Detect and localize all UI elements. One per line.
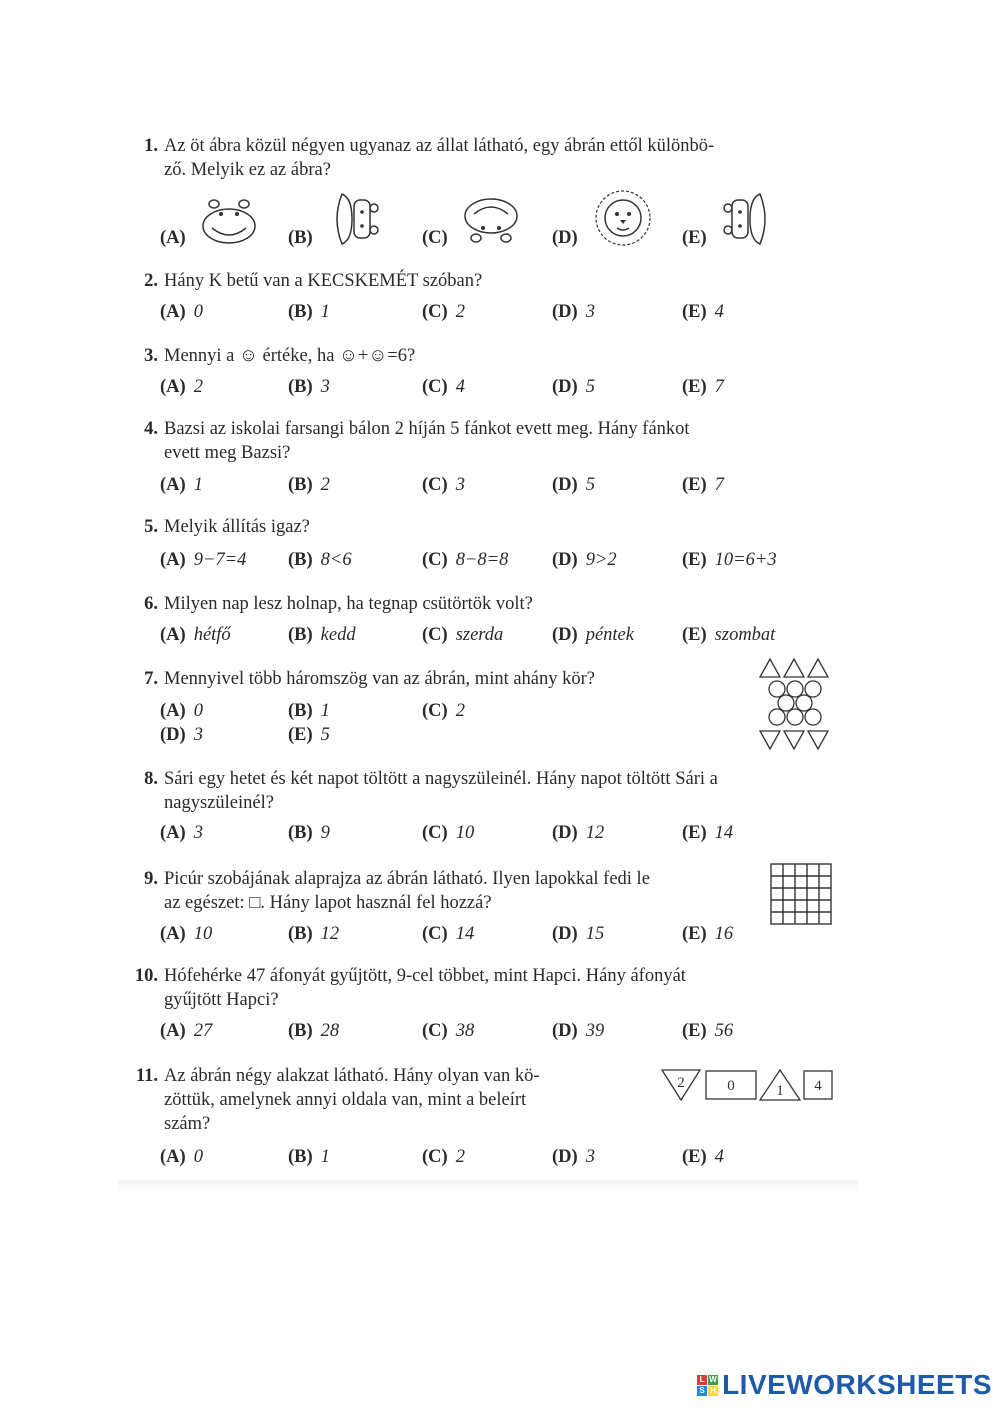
option-e[interactable]: (E) 16 xyxy=(682,924,734,944)
question-7-options-row-2 xyxy=(160,725,840,749)
option-a[interactable]: (A) 10 xyxy=(160,924,213,944)
question-9-text-line-2: az egészet: □. Hány lapot használ fel hozzá? xyxy=(164,893,492,913)
option-b[interactable]: (B) 3 xyxy=(288,377,330,397)
question-4: 4. Bazsi az iskolai farsangi bálon 2 híján 5 fánkot evett meg. Hány fánkot evett meg Bazsi? xyxy=(144,419,690,463)
option-c[interactable]: (C) 8−8=8 xyxy=(422,550,509,570)
option-d[interactable]: (D) péntek xyxy=(552,625,634,645)
option-c[interactable]: (C) szerda xyxy=(422,625,504,645)
option-c[interactable]: (C) 38 xyxy=(422,1021,475,1041)
option-e[interactable]: (E) 7 xyxy=(682,377,724,397)
option-e[interactable]: (E) 7 xyxy=(682,475,724,495)
option-d[interactable]: (D) 5 xyxy=(552,377,595,397)
option-d[interactable]: (D) 3 xyxy=(160,725,203,745)
liveworksheets-logo-icon: L W S H xyxy=(697,1375,718,1396)
option-c[interactable]: (C) 2 xyxy=(422,302,465,322)
option-e[interactable]: (E) 14 xyxy=(682,823,734,843)
question-10-options xyxy=(160,1021,840,1045)
question-3-text: Mennyi a ☺ értéke, ha ☺+☺=6? xyxy=(164,346,416,366)
shape-number-4: 4 xyxy=(814,1078,822,1094)
question-7: 7. Mennyivel több háromszög van az ábrán, mint ahány kör? xyxy=(144,669,596,689)
question-5-options xyxy=(160,550,840,574)
question-8-options xyxy=(160,823,840,847)
option-e[interactable]: (E) szombat xyxy=(682,625,776,645)
question-9: 9. Picúr szobájának alaprajza az ábrán látható. Ilyen lapokkal fedi le az egészet: □. Hány lapot használ fel hozzá? xyxy=(144,869,650,913)
question-2-text: Hány K betű van a KECSKEMÉT szóban? xyxy=(164,271,483,291)
question-2: 2. Hány K betű van a KECSKEMÉT szóban? xyxy=(144,271,483,291)
shape-number-1: 2 xyxy=(677,1075,685,1091)
lion-face-icon xyxy=(593,188,653,248)
hippo-face-left-icon xyxy=(722,190,774,248)
hippo-face-right-icon xyxy=(330,190,380,248)
question-10: 10. Hófehérke 47 áfonyát gyűjtött, 9-cel többet, mint Hapci. Hány áfonyát gyűjtött Hapci? xyxy=(134,966,686,1010)
option-a[interactable]: (A) 9−7=4 xyxy=(160,550,247,570)
question-11-options xyxy=(160,1147,840,1171)
shape-number-2: 0 xyxy=(727,1078,735,1094)
option-c[interactable]: (C) 2 xyxy=(422,701,465,721)
option-d[interactable]: (D) 12 xyxy=(552,823,605,843)
option-b[interactable]: (B) 1 xyxy=(288,1147,330,1167)
option-a[interactable]: (A) 27 xyxy=(160,1021,213,1041)
option-d[interactable]: (D) 15 xyxy=(552,924,605,944)
hippo-face-upside-down-icon xyxy=(460,196,522,246)
option-d[interactable]: (D) 3 xyxy=(552,1147,595,1167)
option-b[interactable]: (B) 12 xyxy=(288,924,340,944)
shape-number-3: 1 xyxy=(776,1083,784,1099)
question-7-text: Mennyivel több háromszög van az ábrán, mint ahány kör? xyxy=(164,669,596,689)
question-11-text-line-3: szám? xyxy=(164,1114,211,1134)
question-3: 3. Mennyi a ☺ értéke, ha ☺+☺=6? xyxy=(144,346,416,366)
option-c[interactable]: (C) 10 xyxy=(422,823,475,843)
question-5-text: Melyik állítás igaz? xyxy=(164,517,310,537)
hippo-face-front-icon xyxy=(198,196,260,246)
option-e[interactable]: (E) 4 xyxy=(682,302,724,322)
option-a[interactable]: (A) 2 xyxy=(160,377,203,397)
question-10-text-line-2: gyűjtött Hapci? xyxy=(164,990,279,1010)
question-9-text-line-1: Picúr szobájának alaprajza az ábrán látható. Ilyen lapokkal fedi le xyxy=(164,869,650,889)
option-a[interactable]: (A) 0 xyxy=(160,1147,203,1167)
option-b[interactable]: (B) 1 xyxy=(288,302,330,322)
question-1-text-line-2: ző. Melyik ez az ábra? xyxy=(164,160,331,180)
question-8: 8. Sári egy hetet és két napot töltött a nagyszüleinél. Hány napot töltött Sári a nagyszüleinél? xyxy=(144,769,718,813)
option-b[interactable]: (B) 2 xyxy=(288,475,330,495)
question-1-text-line-1: Az öt ábra közül négyen ugyanaz az állat látható, egy ábrán ettől különbö- xyxy=(164,136,715,156)
option-a[interactable]: (A) 0 xyxy=(160,701,203,721)
option-b[interactable]: (B) kedd xyxy=(288,625,356,645)
question-11-text-line-1: Az ábrán négy alakzat látható. Hány olyan van kö- xyxy=(164,1066,540,1086)
option-c[interactable]: (C) 2 xyxy=(422,1147,465,1167)
question-8-text-line-1: Sári egy hetet és két napot töltött a nagyszüleinél. Hány napot töltött Sári a xyxy=(164,769,718,789)
question-1: 1. Az öt ábra közül négyen ugyanaz az állat látható, egy ábrán ettől különbö- ző. Melyik ez az ábra? xyxy=(144,136,715,180)
option-d[interactable]: (D) 39 xyxy=(552,1021,605,1041)
option-e[interactable]: (E) 56 xyxy=(682,1021,734,1041)
option-d[interactable]: (D) 3 xyxy=(552,302,595,322)
question-4-options xyxy=(160,475,840,499)
question-8-text-line-2: nagyszüleinél? xyxy=(164,793,274,813)
option-a[interactable]: (A) 0 xyxy=(160,302,203,322)
question-4-text-line-2: evett meg Bazsi? xyxy=(164,443,291,463)
shapes-with-numbers-figure xyxy=(660,1066,836,1104)
option-a[interactable]: (A) 1 xyxy=(160,475,203,495)
question-3-options xyxy=(160,377,840,401)
question-5: 5. Melyik állítás igaz? xyxy=(144,517,310,537)
option-c[interactable]: (C) xyxy=(422,228,448,248)
room-floor-plan-grid xyxy=(770,863,832,925)
question-11-text-line-2: zöttük, amelynek annyi oldala van, mint a beleírt xyxy=(164,1090,527,1110)
option-b[interactable]: (B) 8<6 xyxy=(288,550,352,570)
question-6: 6. Milyen nap lesz holnap, ha tegnap csütörtök volt? xyxy=(144,594,533,614)
option-a[interactable]: (A) xyxy=(160,228,186,248)
question-10-text-line-1: Hófehérke 47 áfonyát gyűjtött, 9-cel többet, mint Hapci. Hány áfonyát xyxy=(164,966,686,986)
watermark-text: LIVEWORKSHEETS xyxy=(722,1369,992,1400)
question-9-options xyxy=(160,924,840,948)
option-a[interactable]: (A) 3 xyxy=(160,823,203,843)
option-b[interactable]: (B) 9 xyxy=(288,823,330,843)
option-e[interactable]: (E) 10=6+3 xyxy=(682,550,777,570)
question-2-options xyxy=(160,302,840,326)
scan-shadow xyxy=(118,1180,858,1194)
option-b[interactable]: (B) 1 xyxy=(288,701,330,721)
option-e[interactable]: (E) 4 xyxy=(682,1147,724,1167)
option-e[interactable]: (E) xyxy=(682,228,707,248)
question-6-options xyxy=(160,625,840,649)
question-4-text-line-1: Bazsi az iskolai farsangi bálon 2 híján 5 fánkot evett meg. Hány fánkot xyxy=(164,419,690,439)
option-b[interactable]: (B) xyxy=(288,228,313,248)
question-11: 11. Az ábrán négy alakzat látható. Hány olyan van kö- zöttük, amelynek annyi oldala van, mint a beleírt szám? xyxy=(135,1066,540,1134)
option-c[interactable]: (C) 4 xyxy=(422,377,465,397)
question-7-options-row-1 xyxy=(160,701,840,725)
liveworksheets-watermark xyxy=(697,1369,992,1401)
triangles-circles-figure xyxy=(758,657,832,753)
question-6-text: Milyen nap lesz holnap, ha tegnap csütörtök volt? xyxy=(164,594,533,614)
option-d[interactable]: (D) 5 xyxy=(552,475,595,495)
option-a[interactable]: (A) hétfő xyxy=(160,625,231,645)
option-d[interactable]: (D) xyxy=(552,228,578,248)
option-d[interactable]: (D) 9>2 xyxy=(552,550,617,570)
option-c[interactable]: (C) 14 xyxy=(422,924,475,944)
option-e[interactable]: (E) 5 xyxy=(288,725,330,745)
option-c[interactable]: (C) 3 xyxy=(422,475,465,495)
option-b[interactable]: (B) 28 xyxy=(288,1021,340,1041)
